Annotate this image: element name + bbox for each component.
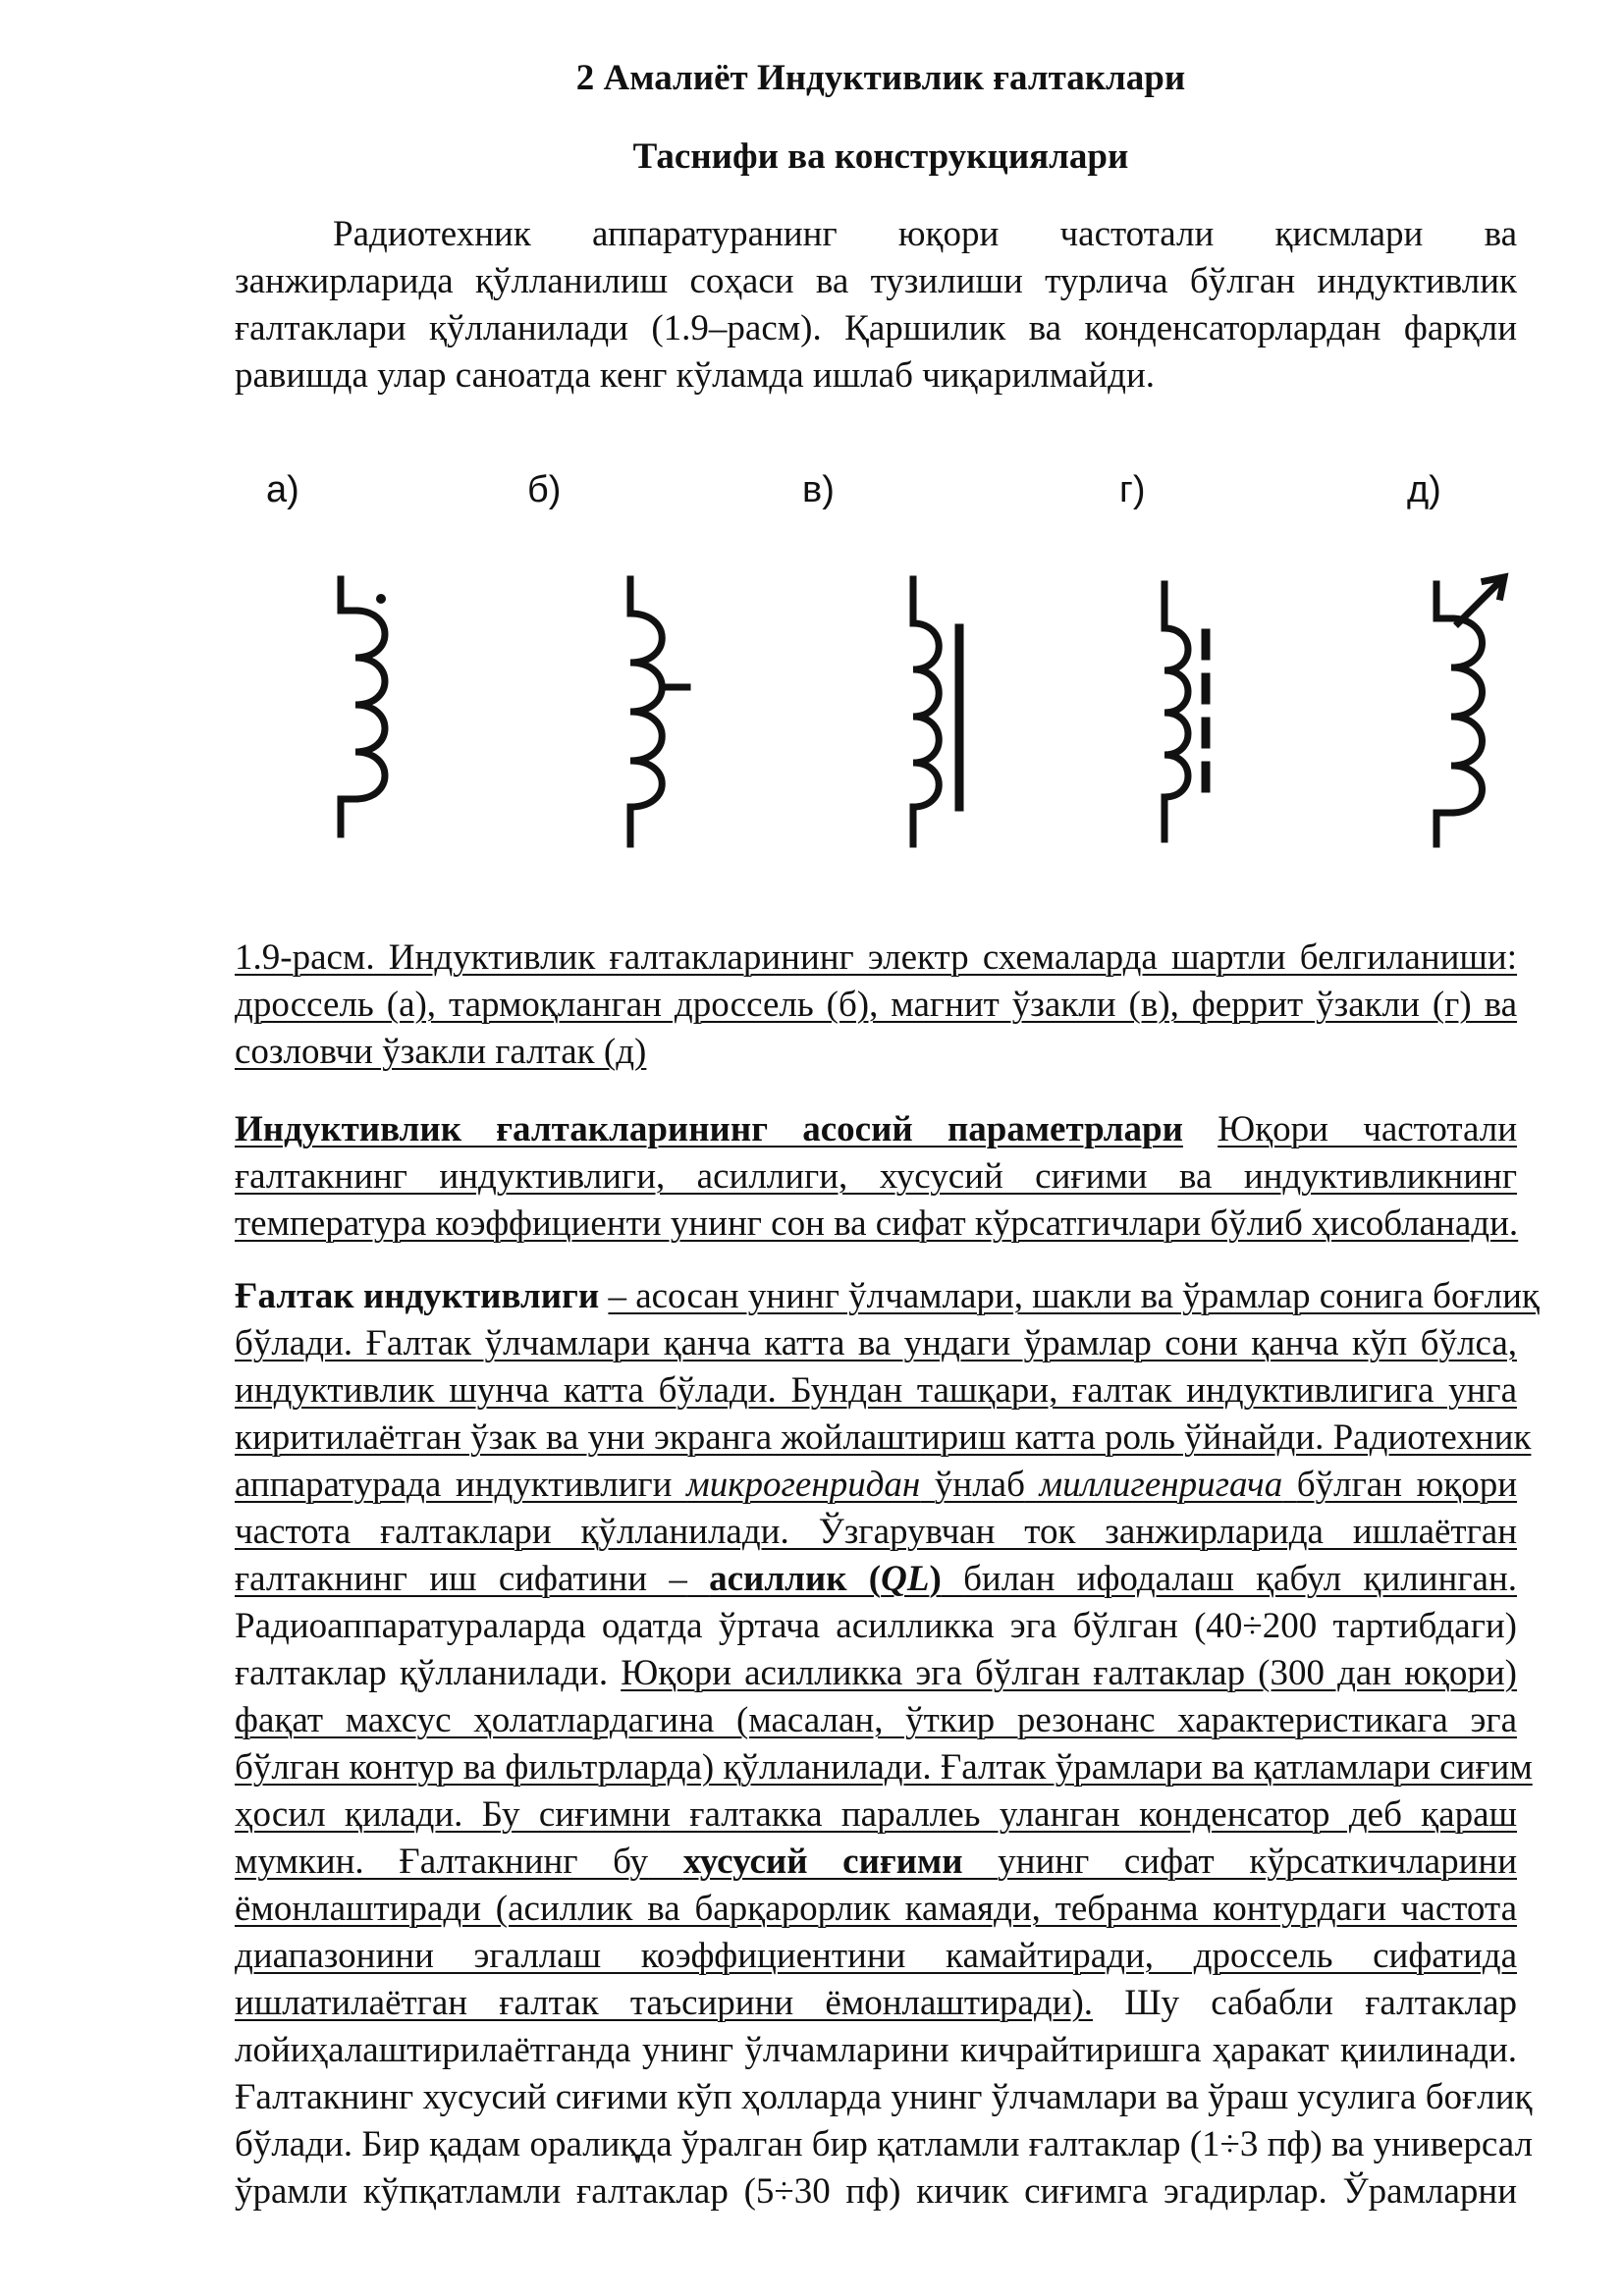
intro-paragraph: [235, 211, 1517, 400]
intro-line: равишда улар саноатда кенг кўламда ишлаб чиқарилмайди.: [235, 355, 1155, 396]
intro-line: занжирларида қўлланилиш соҳаси ва тузилиши турлича бўлган индуктивлик: [235, 261, 1517, 301]
body-line: ўрамли кўпқатламли ғалтаклар (5÷30 пф) кичик сиғимга эгадирлар. Ўрамларни: [235, 2171, 1517, 2212]
params-heading: Индуктивлик ғалтакларининг асосий параметрлари: [235, 1109, 1183, 1149]
intro-line: ғалтаклари қўлланилади (1.9–расм). Қаршилик ва конденсаторлардан фарқли: [235, 308, 1517, 348]
parameters-paragraph: [235, 1106, 1517, 1248]
intro-line: Радиотехник аппаратуранинг юқори частотали қисмлари ва: [333, 214, 1517, 254]
body-line: Ғалтакнинг хусусий сиғими кўп ҳолларда унинг ўлчамлари ва ўраш усулига боғлиқ: [235, 2077, 1533, 2117]
tapped-choke-symbol: [630, 579, 687, 844]
page-subtitle: Таснифи ва конструкциялари: [632, 136, 1129, 177]
tuning-core-coil-symbol: [1436, 577, 1504, 844]
figure-label-g: г): [1119, 469, 1146, 510]
body-line: бўлган контур ва фильтрларда) қўлланилади. Ғалтак ўрамлари ва қатламлари сиғим: [235, 1747, 1533, 1788]
body-line: ғалтаклар қўлланилади. Юқори асилликка эга бўлган ғалтаклар (300 дан юқори): [235, 1653, 1517, 1693]
ferrite-core-coil-symbol: [1164, 584, 1206, 839]
inductance-term: Ғалтак индуктивлиги: [235, 1276, 600, 1316]
params-line: температура коэффициенти унинг сон ва сифат кўрсатгичлари бўлиб ҳисобланади.: [235, 1203, 1519, 1244]
page-title: 2 Амалиёт Индуктивлик ғалтаклари: [575, 58, 1186, 98]
body-paragraph: [235, 1273, 1540, 2216]
body-line: диапазонини эгаллаш коэффициентини камайтиради, дроссель сифатида: [235, 1936, 1517, 1976]
body-line: Радиоаппаратураларда одатда ўртача асилликка эга бўлган (40÷200 тартибдаги): [235, 1606, 1517, 1646]
body-line: ҳосил қилади. Бу сиғимни ғалтакка параллеь уланган конденсатор деб қараш: [235, 1794, 1517, 1835]
body-line: ишлатилаётган ғалтак таъсирини ёмонлаштиради). Шу сабабли ғалтаклар: [235, 1983, 1517, 2023]
caption-line: 1.9-расм. Индуктивлик ғалтакларининг электр схемаларда шартли белгиланиши:: [235, 937, 1517, 978]
body-line: мумкин. Ғалтакнинг бу хусусий сиғими унинг сифат кўрсаткичларини: [235, 1842, 1518, 1882]
params-line: Индуктивлик ғалтакларининг асосий параметрлари Юқори частотали: [235, 1109, 1517, 1149]
caption-line: дроссель (а), тармоқланган дроссель (б), магнит ўзакли (в), феррит ўзакли (г) ва: [235, 985, 1517, 1025]
body-line: аппаратурада индуктивлиги микрогенридан ўнлаб миллигенригача бўлган юқори: [235, 1465, 1517, 1505]
choke-symbol: [341, 579, 386, 834]
body-line: фақат махсус ҳолатлардагина (масалан, ўткир резонанс характеристикага эга: [235, 1700, 1517, 1740]
body-line: частота ғалтаклари қўлланилади. Ўзгарувчан ток занжирларида ишлаётган: [235, 1512, 1517, 1552]
body-line: индуктивлик шунча катта бўлади. Бундан ташқари, ғалтак индуктивлигига унга: [235, 1370, 1517, 1411]
figure-caption: [235, 934, 1517, 1076]
figure-label-d: д): [1407, 469, 1441, 510]
figure-label-b: б): [527, 469, 562, 510]
self-capacitance-term: хусусий сиғими: [682, 1842, 963, 1882]
magnetic-core-coil-symbol: [913, 579, 959, 844]
figure-label-v: в): [802, 469, 835, 510]
body-line: ёмонлаштиради (асиллик ва барқарорлик камаяди, тебранма контурдаги частота: [235, 1889, 1517, 1929]
figure-label-a: а): [266, 469, 299, 510]
body-line: бўлади. Бир қадам оралиқда ўралган бир қатламли ғалтаклар (1÷3 пф) ва универсал: [235, 2124, 1533, 2164]
body-line: киритилаётган ўзак ва уни экранга жойлаштириш катта роль ўйнайди. Радиотехник: [235, 1417, 1532, 1458]
body-line: лойиҳалаштирилаётганда унинг ўлчамларини кичрайтиришга ҳаракат қиилинади.: [235, 2030, 1517, 2070]
caption-line: созловчи ўзакли галтак (д): [235, 1032, 647, 1072]
body-line: Ғалтак индуктивлиги – асосан унинг ўлчамлари, шакли ва ўрамлар сонига боғлиқ: [235, 1276, 1540, 1316]
params-line: ғалтакнинг индуктивлиги, асиллиги, хусусий сиғими ва индуктивликнинг: [235, 1156, 1517, 1197]
inductor-symbols-figure: [0, 550, 1624, 864]
body-line: ғалтакнинг иш сифатини – асиллик (QL) билан ифодалаш қабул қилинган.: [235, 1559, 1518, 1599]
body-line: бўлади. Ғалтак ўлчамлари қанча катта ва ундаги ўрамлар сони қанча кўп бўлса,: [235, 1323, 1517, 1363]
